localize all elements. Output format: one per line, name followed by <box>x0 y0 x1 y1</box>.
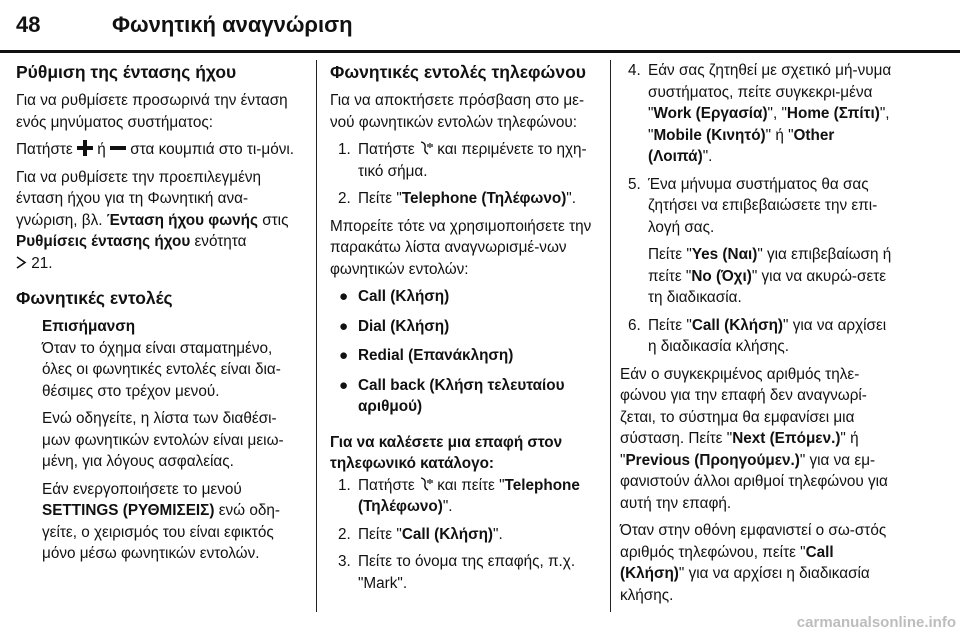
list-item <box>620 174 892 309</box>
list-item <box>620 60 892 168</box>
text: " για να εμ-φανιστούν άλλοι αριθμοί τηλεφώνου για αυτή την επαφή. <box>620 451 888 512</box>
text: ενώ οδη-γείτε, ο χειρισμός του είναι εφικτός μόνο μέσω φωνητικών εντολών. <box>42 502 281 562</box>
chapter-title: Φωνητική αναγνώριση <box>112 12 353 37</box>
column-2 <box>330 60 606 600</box>
step-number: 1. <box>338 476 351 494</box>
call-steps-continued <box>620 60 892 358</box>
list-item <box>330 188 606 210</box>
menu-reference: SETTINGS (ΡΥΘΜΙΣΕΙΣ) <box>42 502 215 519</box>
column-divider <box>316 60 317 612</box>
column-1 <box>16 60 304 571</box>
step-number: 2. <box>338 525 351 543</box>
menu-reference: Ένταση ήχου φωνής <box>106 211 258 229</box>
step-number: 1. <box>338 141 351 158</box>
access-steps <box>330 139 606 210</box>
volume-paragraph: Για να ρυθμίσετε προσωρινά την ένταση ενός μηνύματος συστήματος: <box>16 92 288 131</box>
step-subparagraph <box>648 244 892 309</box>
text: ", " <box>648 105 890 144</box>
text: " ή " <box>765 126 794 144</box>
voice-command: Previous (Προηγούμεν.) <box>625 451 800 469</box>
voice-command: Work (Εργασία) <box>653 105 768 122</box>
text: Πείτε " <box>648 246 692 263</box>
text: ", " <box>767 105 787 122</box>
text: ή <box>97 141 106 158</box>
voice-command: Telephone (Τηλέφωνο) <box>401 190 567 207</box>
commands-heading: Φωνητικές εντολές <box>16 288 173 308</box>
voice-command: Telephone (Τηλέφωνο) <box>358 476 580 515</box>
watermark: carmanualsonline.info <box>796 614 956 631</box>
text: Πείτε το όνομα της επαφής, π.χ. "Mark". <box>358 553 576 592</box>
column-3 <box>620 60 892 612</box>
step-number: 4. <box>628 62 641 79</box>
list-item <box>330 286 606 308</box>
text: και πείτε " <box>437 476 505 494</box>
step-number: 2. <box>338 190 351 207</box>
page-header <box>0 0 960 52</box>
call-steps <box>330 475 606 595</box>
voice-command: Mobile (Κινητό) <box>653 126 766 144</box>
voice-command: Other (Λοιπά) <box>648 126 835 165</box>
volume-heading: Ρύθμιση της έντασης ήχου <box>16 62 237 82</box>
text: ". <box>566 190 576 207</box>
bullet: ● <box>339 288 349 305</box>
confirm-paragraph <box>620 520 892 606</box>
command-list <box>330 286 606 418</box>
volume-buttons-paragraph <box>16 139 304 161</box>
voice-command-icon <box>419 141 433 155</box>
plus-icon <box>77 140 93 156</box>
list-item <box>330 524 606 546</box>
voice-command: Dial (Κλήση) <box>358 317 450 335</box>
list-item <box>330 316 606 338</box>
list-item <box>330 375 606 418</box>
voice-command: Call (Κλήση) <box>401 525 494 543</box>
voice-command: Call (Κλήση) <box>620 543 834 582</box>
text: Για να ρυθμίσετε την προεπιλεγμένη ένταση ήχου για τη Φωνητική ανα-γνώριση, βλ. <box>16 168 262 229</box>
list-item <box>330 551 606 594</box>
note-paragraph: Όταν το όχημα είναι σταματημένο, όλες οι φωνητικές εντολές είναι δια-θέσιμες στο τρέχον μενού. <box>42 339 281 400</box>
commands-intro: Μπορείτε τότε να χρησιμοποιήσετε την παρακάτω λίστα αναγνωρισμέ-νων φωνητικών εντολών: <box>330 217 592 278</box>
menu-reference: Ρυθμίσεις έντασης ήχου <box>16 233 191 250</box>
page-number: 48 <box>16 12 41 37</box>
voice-command: Yes (Ναι) <box>691 246 758 263</box>
step-number: 6. <box>628 316 641 334</box>
voice-command: Redial (Επανάκληση) <box>358 347 514 364</box>
list-item <box>620 315 892 358</box>
text: Πατήστε <box>358 141 415 158</box>
page-reference-icon <box>16 256 27 269</box>
text: Πατήστε <box>16 141 73 158</box>
phone-intro: Για να αποκτήσετε πρόσβαση στο με-νού φωνητικών εντολών τηλεφώνου: <box>330 92 585 131</box>
text: " για να αρχίσει η διαδικασία κλήσης. <box>648 316 887 355</box>
text: Όταν στην οθόνη εμφανιστεί ο σω-στός αριθμός τηλεφώνου, πείτε " <box>620 522 887 561</box>
voice-command: Next (Επόμεν.) <box>732 430 841 447</box>
suggestion-paragraph <box>620 364 892 515</box>
text: Ένα μήνυμα συστήματος θα σας ζητήσει να επιβεβαιώσετε την επι-λογή σας. <box>648 175 878 236</box>
list-item <box>330 139 606 182</box>
note-paragraph <box>42 479 304 565</box>
text: " για να αρχίσει η διαδικασία κλήσης. <box>620 565 870 604</box>
text: ". <box>442 498 453 515</box>
text: " ή " <box>620 430 859 469</box>
call-contact-heading: Για να καλέσετε μια επαφή στον τηλεφωνικό κατάλογο: <box>330 433 563 472</box>
text: " για επιβεβαίωση ή πείτε " <box>648 246 892 285</box>
default-volume-paragraph <box>16 167 304 275</box>
text: ". <box>493 525 503 543</box>
voice-command-icon <box>419 477 433 491</box>
step-number: 3. <box>338 553 351 570</box>
note-paragraph: Ενώ οδηγείτε, η λίστα των διαθέσι-μων φωνητικών εντολών είναι μειω-μένη, για λόγους ασφαλείας. <box>42 410 284 470</box>
list-item <box>330 345 606 367</box>
note-box <box>16 316 304 565</box>
text: Εάν σας ζητηθεί με σχετικό μή-νυμα συστήματος, πείτε συγκεκρι-μένα " <box>648 62 892 122</box>
text: στις <box>262 211 289 229</box>
list-item <box>330 475 606 518</box>
text: Πατήστε <box>358 476 415 494</box>
text: και περιμένετε το ηχη-τικό σήμα. <box>358 141 587 180</box>
phone-commands-heading: Φωνητικές εντολές τηλεφώνου <box>330 62 586 82</box>
text: Πείτε " <box>358 525 402 543</box>
column-divider <box>610 60 611 612</box>
note-title: Επισήμανση <box>42 318 136 335</box>
text: ". <box>702 148 713 165</box>
header-rule <box>0 50 960 53</box>
text: Εάν ενεργοποιήσετε το μενού <box>42 480 242 498</box>
text: στα κουμπιά στο τι-μόνι. <box>130 141 294 158</box>
text: " για να ακυρώ-σετε τη διαδικασία. <box>648 267 887 306</box>
step-number: 5. <box>628 175 641 193</box>
bullet: ● <box>339 376 349 394</box>
bullet: ● <box>339 347 349 364</box>
voice-command: Call (Κλήση) <box>358 288 450 305</box>
voice-command: Call (Κλήση) <box>691 316 784 334</box>
voice-command: Call back (Κλήση τελευταίου αριθμού) <box>358 376 565 415</box>
text: ενότητα <box>194 233 247 250</box>
text: Πείτε " <box>648 316 692 334</box>
voice-command: No (Όχι) <box>691 267 752 285</box>
bullet: ● <box>339 317 349 335</box>
text: Εάν ο συγκεκριμένος αριθμός τηλε-φώνου για την επαφή δεν αναγνωρί-ζεται, το σύστημα θα εμφανίσει μια σύσταση. Πείτε " <box>620 365 867 447</box>
text: Πείτε " <box>358 190 402 207</box>
voice-command: Home (Σπίτι) <box>786 105 880 122</box>
page-reference: 21. <box>31 254 53 272</box>
minus-icon <box>110 140 126 156</box>
